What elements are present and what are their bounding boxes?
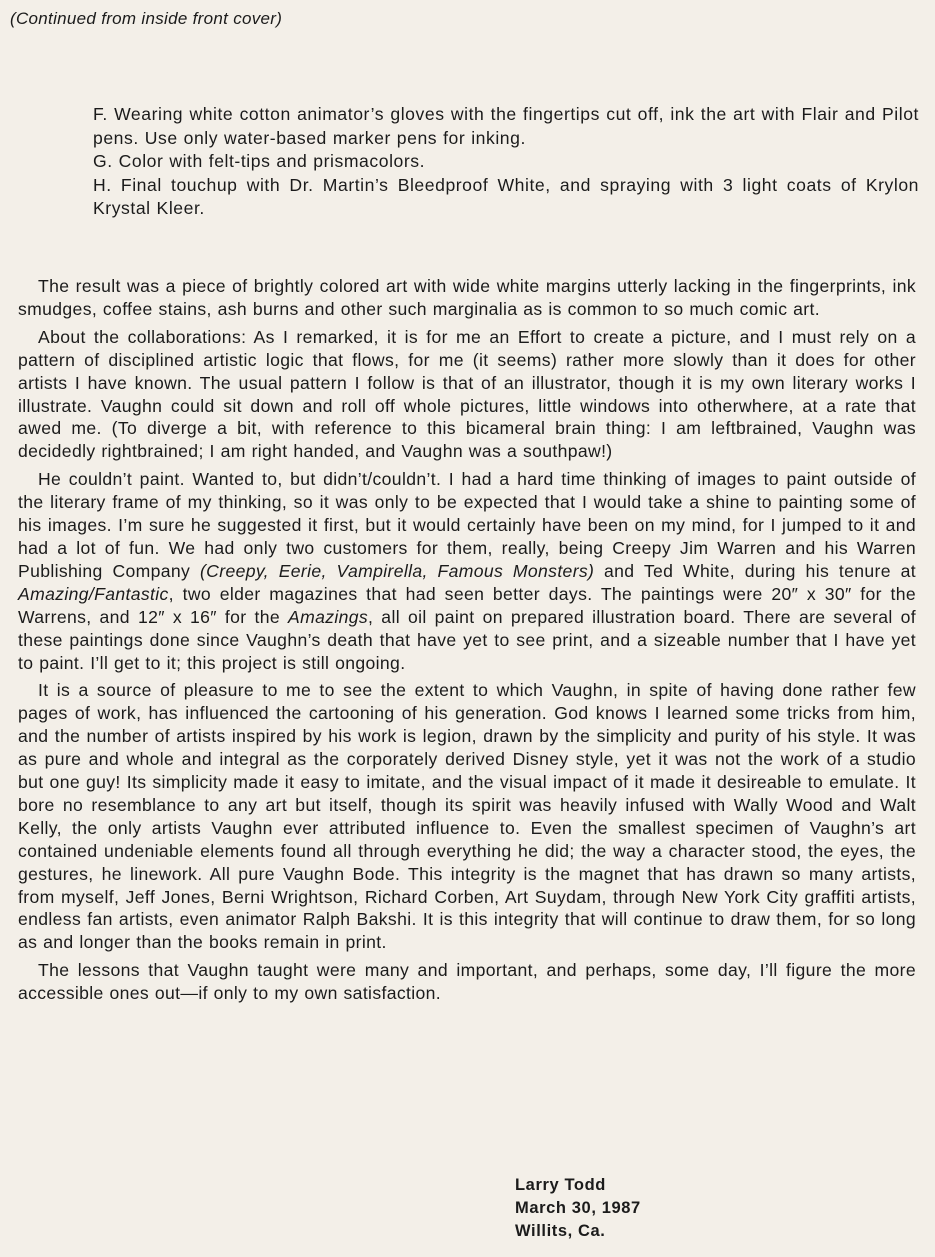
step-g: G. Color with felt-tips and prismacolors. (93, 151, 426, 172)
paragraph-painting-part-b: and Ted White, during his tenure at (594, 560, 916, 581)
step-h: H. Final touchup with Dr. Martin’s Bleedproof White, and spraying with 3 light coats of Krylon Krystal Kleer. (93, 174, 919, 219)
magazine-list: (Creepy, Eerie, Vampirella, Famous Monsters) (199, 560, 595, 581)
signature-date: March 30, 1987 (515, 1199, 641, 1217)
steps-list (93, 103, 919, 221)
paragraph-painting-part-c: , two elder magazines that had seen better days. The paintings were 20″ x 30″ for the Warrens, and 12″ x 16″ for the (18, 583, 916, 627)
paragraph-painting (18, 468, 916, 674)
author-name: Larry Todd (515, 1176, 606, 1194)
paragraph-influence: It is a source of pleasure to me to see the extent to which Vaughn, in spite of having done rather few pages of work, has influenced the cartooning of his generation. God knows I learned some tricks from him, and the number of artists inspired by his work is legion, drawn by the simplicity and purity of his style. It was as pure and whole and integral as the corporately derived Disney style, yet it was not the work of a studio but one guy! Its simplicity made it easy to imitate, and the visual impact of it made it desireable to emulate. It bore no resemblance to any art but itself, though its spirit was heavily infused with Wally Wood and Walt Kelly, the only artists Vaughn ever attributed influence to. Even the smallest specimen of Vaughn’s art contained undeniable elements found all through everything he did; the way a character stood, the eyes, the gestures, he linework. All pure Vaughn Bode. This integrity is the magnet that has drawn so many artists, from myself, Jeff Jones, Berni Wrightson, Richard Corben, Art Suydam, through New York City graffiti artists, endless fan artists, even animator Ralph Bakshi. It is this integrity that will continue to draw them, for so long as and longer than the books remain in print. (18, 680, 916, 953)
paragraph-painting-part-d: , all oil paint on prepared illustration board. There are several of these paintings done since Vaughn’s death that have yet to see print, and a sizeable number that I have yet to paint. I’ll get to it; this project is still ongoing. (18, 606, 916, 673)
paragraph-lessons: The lessons that Vaughn taught were many and important, and perhaps, some day, I’ll figure the more accessible ones out—if only to my own satisfaction. (18, 960, 916, 1004)
paragraph-result: The result was a piece of brightly colored art with wide white margins utterly lacking in the fingerprints, ink smudges, coffee stains, ash burns and other such marginalia as is common to so much comic art. (18, 276, 916, 319)
magazine-amazing-fantastic: Amazing/Fantastic (18, 583, 169, 604)
signature-block (515, 1174, 641, 1243)
article-body (18, 275, 916, 1010)
paragraph-painting-part-a: He couldn’t paint. Wanted to, but didn’t/couldn’t. I had a hard time thinking of images to paint outside of the literary frame of my thinking, so it was only to be expected that I would take a shine to painting some of his images. I’m sure he suggested it first, but it would certainly have been on my mind, for I jumped to it and had a lot of fun. We had only two customers for them, really, being Creepy Jim Warren and his Warren Publishing Company (18, 469, 916, 581)
step-f: F. Wearing white cotton animator’s gloves with the fingertips cut off, ink the art with Flair and Pilot pens. Use only water-based marker pens for inking. (93, 104, 919, 148)
paragraph-collaborations: About the collaborations: As I remarked, it is for me an Effort to create a picture, and I must rely on a pattern of disciplined artistic logic that flows, for me (it seems) rather more slowly than it does for other artists I have known. The usual pattern I follow is that of an illustrator, though it is my own literary works I illustrate. Vaughn could sit down and roll off whole pictures, little windows into otherwhere, at a rate that awed me. (To diverge a bit, with reference to this bicameral brain thing: I am leftbrained, Vaughn was decidedly rightbrained; I am right handed, and Vaughn was a southpaw!) (18, 326, 916, 462)
signature-place: Willits, Ca. (515, 1222, 606, 1240)
magazine-amazings: Amazings (287, 606, 369, 627)
continued-note: (Continued from inside front cover) (10, 9, 283, 28)
